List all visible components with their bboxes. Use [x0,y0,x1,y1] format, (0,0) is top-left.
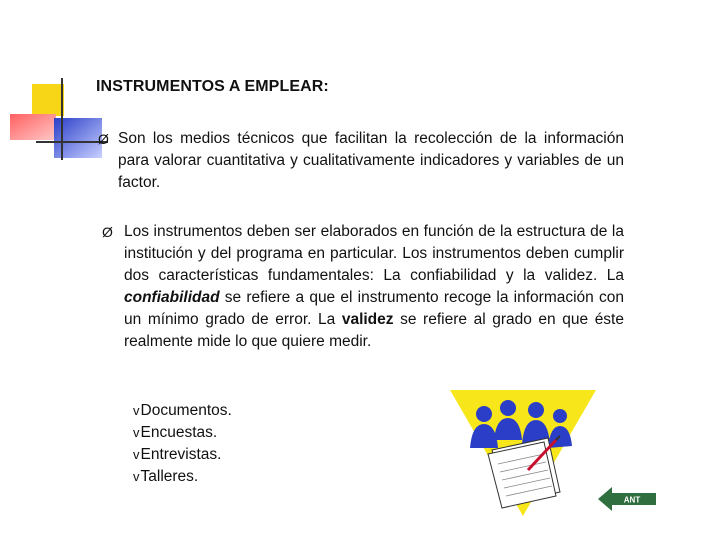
list-item [133,466,232,488]
diamond-bullet-icon: v [133,425,140,440]
arrow-bullet-icon: Ø [98,131,109,147]
meeting-clipart-icon [448,388,598,518]
paragraph-definition [98,128,624,194]
list-item-label: Entrevistas. [140,446,222,463]
paragraph-characteristics [102,221,624,353]
confiabilidad-term: confiabilidad [124,289,220,306]
yellow-square [32,84,64,116]
previous-button[interactable] [598,486,658,512]
list-item-label: Documentos. [140,402,232,419]
diamond-bullet-icon: v [133,469,140,484]
paragraph-definition-text: Son los medios técnicos que facilitan la recolección de la información para valorar cuantitativa y cualitativamente indicadores y variables de un factor. [118,130,624,191]
previous-button-label: ANT [623,495,641,505]
list-item [133,422,232,444]
list-item-label: Encuestas. [140,424,218,441]
arrow-bullet-icon: Ø [102,224,113,240]
instrument-list [133,400,232,488]
diamond-bullet-icon: v [133,403,140,418]
diamond-bullet-icon: v [133,447,140,462]
list-item [133,400,232,422]
validez-term: validez [341,311,394,328]
list-item [133,444,232,466]
red-square [10,114,56,140]
slide-title: INSTRUMENTOS A EMPLEAR: [96,78,329,95]
list-item-label: Talleres. [140,468,199,485]
paragraph-text-part3: se refiere al grado en que éste realmente mide lo que quiere medir. [124,311,624,350]
paragraph-text-part1: Los instrumentos deben ser elaborados en función de la estructura de la institución y del programa en particular. Los instrumentos deben cumplir dos características fundamentales: La confiabilidad y la validez. La [124,223,624,284]
paragraph-text-part2: se refiere a que el instrumento recoge la información con un mínimo grado de error. La [124,289,624,328]
